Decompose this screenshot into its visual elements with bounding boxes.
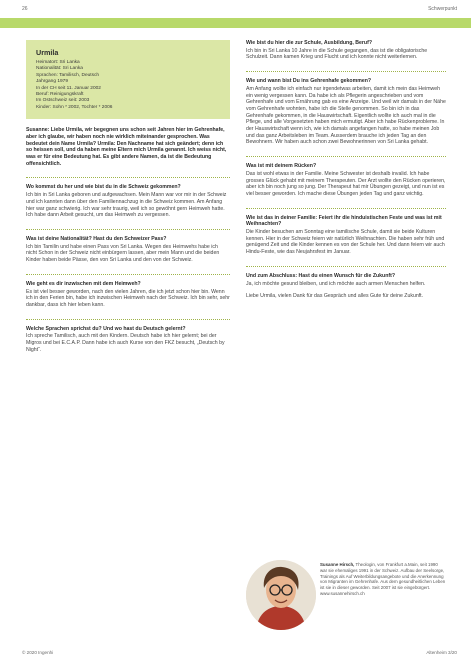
profile-infobox [26, 40, 230, 119]
profile-line: In der CH seit 11. Januar 2002 [36, 85, 101, 91]
question: Welche Sprachen sprichst du? Und wo hast du Deutsch gelernt? [26, 325, 186, 332]
question: Wo kommst du her und wie bist du in die Schweiz gekommen? [26, 184, 181, 191]
header-accent-bar [0, 18, 471, 28]
separator [246, 208, 446, 209]
separator [246, 266, 446, 267]
question: Wie geht es dir inzwischen mit dem Heimweh? [26, 280, 141, 287]
answer: Es ist viel besser geworden, nach den vielen Jahren, die ich jetzt schon hier bin. Wenn ich in den Ferien bin, habe ich inzwischen Heimweh nach der Schweiz. Ich bin sehr, sehr dankbar, dass ich hier leben kann. [26, 288, 230, 308]
closing-paragraph: Liebe Urmila, vielen Dank für das Gespräch und alles Gute für deine Zukunft. [246, 293, 424, 300]
answer: Ja, ich möchte gesund bleiben, und ich möchte auch armen Menschen helfen. [246, 280, 426, 287]
question: Wie bist du hier die zur Schule, Ausbildung, Beruf? [246, 40, 372, 46]
profile-line: Jahrgang 1979 [36, 79, 69, 85]
answer: Ich bin in Sri Lanka 10 Jahre in die Schule gegangen, das ist die obligatorische Schulzeit. Dann kamen Krieg und Flucht und ich konnte nicht weiterlernen. [246, 47, 428, 61]
author-name: Susanne Hirsch, [320, 562, 355, 567]
answer: Die Kinder besuchen am Sonntag eine tamilische Schule, damit sie beide Kulturen kennen. Hier in der Schweiz feiern wir natürlich Weihnachten. Die haben sehr früh und genügend Zeit und die Kinder kennen es von der Schule her. Und dann feiern wir auch Hindu-Feste, wie das Neujahrsfest im Januar. [246, 229, 445, 256]
author-description: Theologin, von Frankfurt a.Main, seit 1990 war sie ehemaliges 1991 in der Schweiz. Aufbau der Seelsorge, Trainings als Auf Weiterbildungsangebote und die Anerkennung von Migranten im Gehrenhafe. Aus dem gesundheitlichen Leben ist sie in dieser geworden. Seit 2007 ist sie eingebürgert. www.susannehirsch.ch [320, 562, 446, 596]
answer: Ich bin in Sri Lanka geboren und aufgewachsen. Mein Mann war vor mir in der Schweiz und ich kannten dann über den Familiennachzug in die Schweiz kommen. Am Anfang hier war ganz schwierig. Ich war sehr traurig, weil ich so gewöhnt gern Heimweh hatte. Ich habe dann Arbeit gesucht, um das Heimweh zu vergessen. [26, 192, 227, 219]
intro-paragraph: Susanne: Liebe Urmila, wir begegnen uns schon seit Jahren hier im Gehrenhafe, aber ich glaube, wir haben noch nie wirklich miteinander gesprochen. Was bedeutet dein Name Urmila? Urmila: Den Nachname hat sich geändert; denn ich so heissen soll, und da haben meine Eltern mich Urmila genannt. Ich weiss nicht, was er für eine Bedeutung hat. Es gibt andere Namen, da ist die Bedeutung offensichtlich. [26, 127, 227, 167]
profile-line: Im Ostschweiz seit: 2003 [36, 98, 90, 104]
author-bio-text [320, 562, 446, 597]
page-number: 26 [22, 6, 28, 12]
question: Wie ist das in deiner Familie: Feiert ihr die hinduistischen Feste und was ist mit Weihnachten? [246, 214, 442, 228]
footer-right: Altenheim 3/20 [426, 650, 457, 655]
answer: Am Anfang wollte ich einfach nur irgendetwas arbeiten, damit ich mein das Heimweh ein wenig vergessen kann. Da habe ich als Pflegerin angeschrieben und vom Gehrenhafe und vom Ernährung gab es eine Anzeige. Und weil wir damals in der Nähe vom Gehrenhafe wohnten, habe ich die Stelle genommen. So bin ich in das Gehrenhafe gekommen, in die Hauswirtschaft. Eigentlich wollte ich auch mal in die Pflege, und alle Vorgesetzten haben mich ermutigt. Aber ich habe Rückenprobleme. In der Hauswirtschaft wenn ich, wie ich damals angefangen hatte, so habe meinen Job und das ganz Arbeitsleben im Team. Ausserdem brauche ich jeden Tag an den Bewohnern. Wir haben auch schon zwei Bewohnerinnen von Sri Lanka gehabt. [246, 85, 446, 146]
separator [26, 177, 230, 178]
right-column [246, 40, 446, 300]
separator [26, 229, 230, 230]
profile-line: Nationalität: Sri Lanka [36, 66, 83, 72]
separator [246, 156, 446, 157]
question: Wie und wann bist Du ins Gehrenhafe gekommen? [246, 78, 372, 85]
answer: Ich spreche Tamilisch, auch mit den Kindern. Deutsch habe ich hier gelernt; bei der Migros und bei E.C.A.P. Dann habe ich auch Kurse von den FKZ besucht, „Deutsch by Night“. [26, 333, 225, 353]
footer-left: © 2020 Ingenhi [22, 650, 54, 655]
question: Was ist deine Nationalität? Hast du den Schweizer Pass? [26, 235, 167, 242]
profile-line: Kinder: Sohn * 2002, Tochter * 2006 [36, 104, 113, 110]
section-title: Schwerpunkt [428, 6, 457, 12]
author-photo [246, 560, 316, 630]
question: Und zum Abschluss: Hast du einen Wunsch für die Zukunft? [246, 272, 396, 279]
answer: Ich bin Tamilin und habe einen Pass von Sri Lanka. Wegen des Heimwehs habe ich nicht Schon in der Schweiz nicht einbürgern lassen, aber mein Mann und die beiden Kinder haben beide Pässe, den von Sri Lanka und den von der Schweiz. [26, 243, 220, 264]
separator [26, 274, 230, 275]
separator [246, 71, 446, 72]
separator [26, 319, 230, 320]
profile-name: Urmila [36, 48, 59, 57]
left-column [26, 40, 230, 353]
profile-line: Beruf: Reinigungskraft [36, 92, 84, 98]
question: Was ist mit deinem Rücken? [246, 163, 317, 170]
answer: Das ist wohl etwas in der Familie. Meine Schwester ist deshalb invalid. Ich habe grosses Glück gehabt mit meinem Therapeuten. Der Arzt wollte den Rücken operieren, aber ich bin noch jung so jung. Der Therapeut hat mir Übungen gezeigt, und nun ist es viel besser geworden. Ich mache diese Übungen jeden Tag und ganz wichtig. [246, 170, 446, 197]
profile-line: Heimatort: Sri Lanka [36, 60, 80, 65]
author-bio [246, 560, 446, 635]
profile-line: Sprachen: Tamilisch, Deutsch [36, 72, 100, 78]
